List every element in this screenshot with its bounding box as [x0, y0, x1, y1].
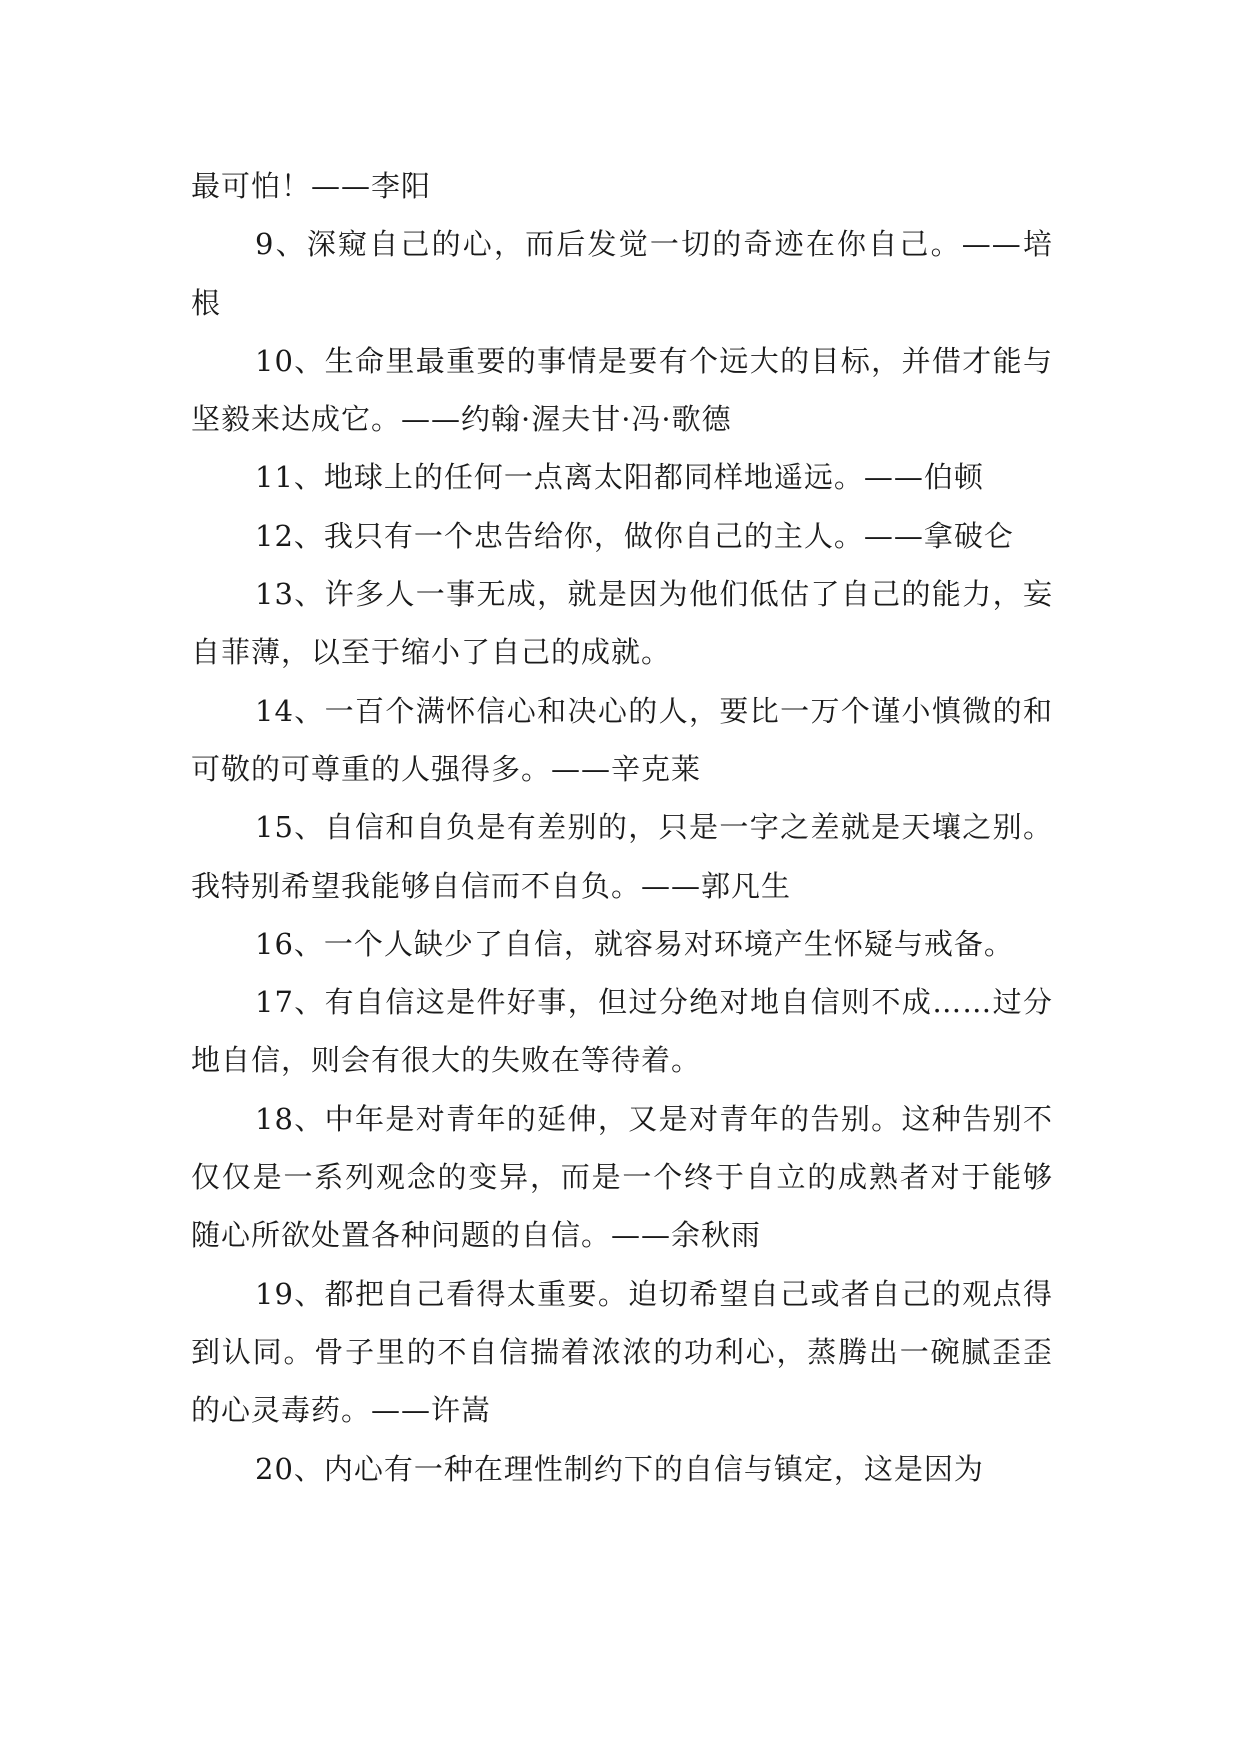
document-body	[191, 157, 1053, 1498]
quote-paragraph-19: 19、都把自己看得太重要。迫切希望自己或者自己的观点得到认同。骨子里的不自信揣着浓浓的功利心，蒸腾出一碗腻歪歪的心灵毒药。——许嵩	[191, 1276, 1053, 1428]
quote-paragraph-17: 17、有自信这是件好事，但过分绝对地自信则不成……过分地自信，则会有很大的失败在等待着。	[191, 985, 1053, 1078]
paragraph-8-continuation: 最可怕！——李阳	[191, 169, 432, 203]
quote-paragraph-18: 18、中年是对青年的延伸，又是对青年的告别。这种告别不仅仅是一系列观念的变异，而是一个终于自立的成熟者对于能够随心所欲处置各种问题的自信。——余秋雨	[191, 1101, 1053, 1253]
quote-paragraph-15: 15、自信和自负是有差别的，只是一字之差就是天壤之别。我特别希望我能够自信而不自负。——郭凡生	[191, 810, 1053, 903]
quote-paragraph-10: 10、生命里最重要的事情是要有个远大的目标，并借才能与坚毅来达成它。——约翰·渥夫甘·冯·歌德	[191, 343, 1053, 437]
quote-paragraph-12: 12、我只有一个忠告给你，做你自己的主人。——拿破仑	[255, 518, 1014, 553]
quote-paragraph-20: 20、内心有一种在理性制约下的自信与镇定，这是因为	[255, 1451, 984, 1486]
quote-paragraph-9: 9、深窥自己的心，而后发觉一切的奇迹在你自己。——培根	[191, 227, 1053, 320]
quote-paragraph-13: 13、许多人一事无成，就是因为他们低估了自己的能力，妄自菲薄，以至于缩小了自己的成就。	[191, 577, 1053, 670]
quote-paragraph-16: 16、一个人缺少了自信，就容易对环境产生怀疑与戒备。	[255, 926, 1014, 961]
quote-paragraph-14: 14、一百个满怀信心和决心的人，要比一万个谨小慎微的和可敬的可尊重的人强得多。——辛克莱	[191, 693, 1053, 786]
quote-paragraph-11: 11、地球上的任何一点离太阳都同样地遥远。——伯顿	[255, 460, 984, 495]
